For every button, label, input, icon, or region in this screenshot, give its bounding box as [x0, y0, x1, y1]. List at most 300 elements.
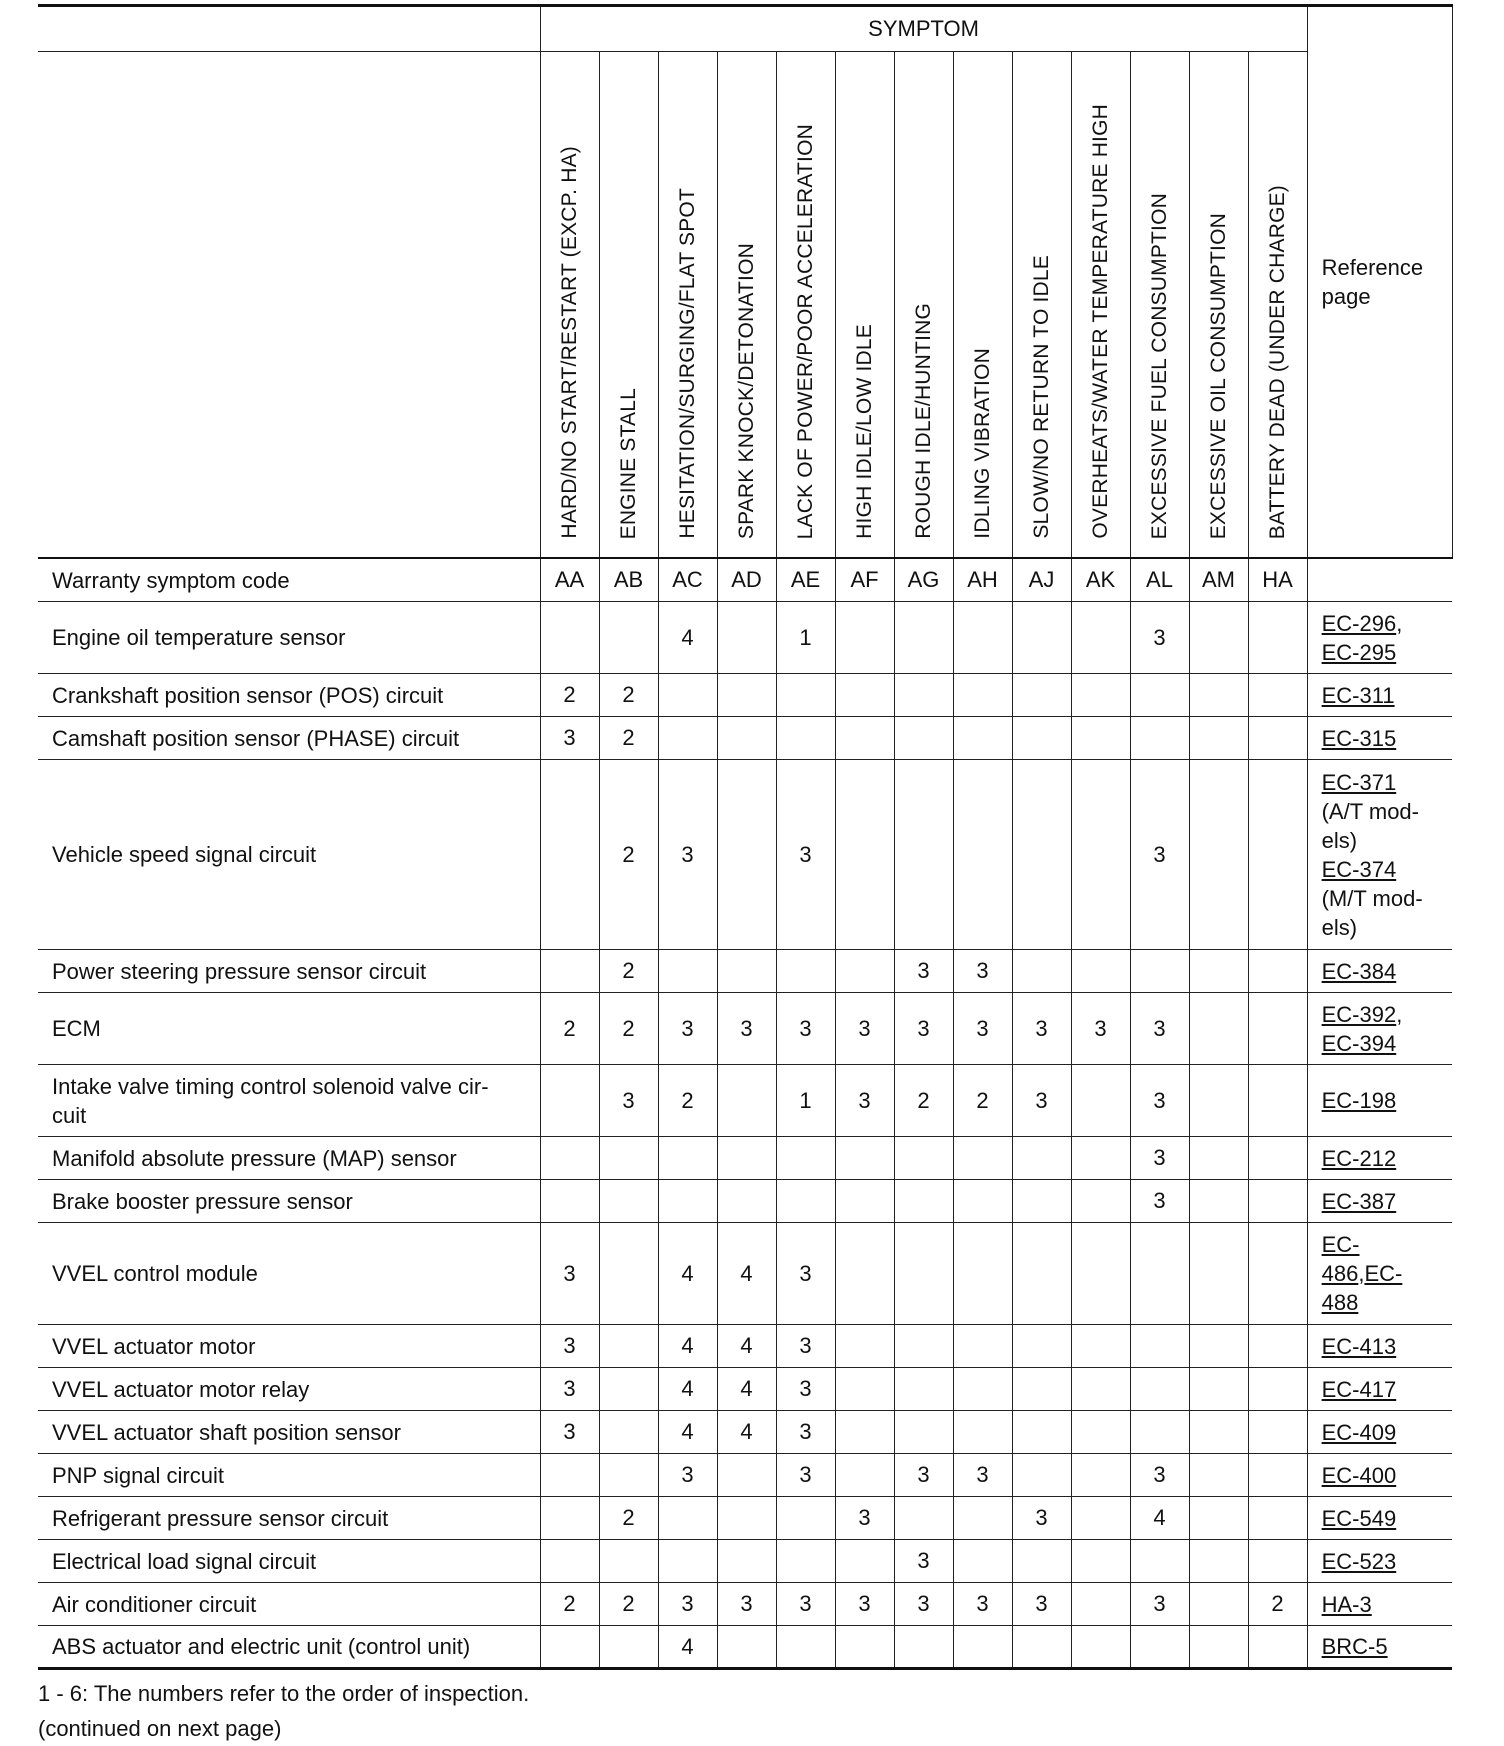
inspection-order-cell	[1248, 1368, 1307, 1411]
symptom-column-header	[894, 52, 953, 559]
inspection-order-cell	[835, 717, 894, 760]
inspection-order-cell	[1071, 1223, 1130, 1325]
reference-page-cell	[1307, 1583, 1452, 1626]
symptom-column-header	[599, 52, 658, 559]
warranty-code-cell: AL	[1130, 558, 1189, 602]
inspection-order-cell: 3	[1130, 602, 1189, 674]
inspection-order-cell	[1248, 1065, 1307, 1137]
inspection-order-cell: 2	[599, 993, 658, 1065]
inspection-order-cell: 3	[894, 950, 953, 993]
inspection-order-cell	[1189, 1223, 1248, 1325]
inspection-order-cell: 3	[776, 993, 835, 1065]
inspection-order-cell	[835, 674, 894, 717]
inspection-order-cell: 1	[776, 1065, 835, 1137]
inspection-order-cell	[835, 1368, 894, 1411]
table-row	[38, 674, 1452, 717]
inspection-order-cell	[776, 1137, 835, 1180]
inspection-order-cell	[1012, 1626, 1071, 1669]
reference-page-link[interactable]: EC-311	[1321, 682, 1395, 708]
inspection-order-cell: 4	[717, 1325, 776, 1368]
inspection-order-cell: 2	[1248, 1583, 1307, 1626]
reference-page-link[interactable]: EC-	[1364, 1261, 1403, 1286]
warranty-code-cell: AG	[894, 558, 953, 602]
inspection-order-cell: 3	[1130, 1583, 1189, 1626]
inspection-order-cell	[953, 1626, 1012, 1669]
symptom-column-label: HIGH IDLE/LOW IDLE	[852, 324, 876, 539]
warranty-code-cell: AE	[776, 558, 835, 602]
inspection-order-cell: 3	[599, 1065, 658, 1137]
inspection-order-cell	[658, 717, 717, 760]
inspection-order-cell	[1012, 1411, 1071, 1454]
reference-page-text: ,	[1396, 1001, 1403, 1027]
inspection-order-cell	[894, 602, 953, 674]
inspection-order-cell	[894, 1180, 953, 1223]
inspection-order-cell	[1189, 1411, 1248, 1454]
inspection-order-cell	[1189, 1497, 1248, 1540]
inspection-order-cell	[1071, 717, 1130, 760]
table-row	[38, 1540, 1452, 1583]
inspection-order-cell	[953, 1411, 1012, 1454]
footnote-continued: (continued on next page)	[38, 1716, 282, 1741]
inspection-order-cell: 4	[658, 1368, 717, 1411]
table-row	[38, 760, 1452, 950]
inspection-order-cell	[1189, 1325, 1248, 1368]
inspection-order-cell	[599, 1411, 658, 1454]
component-label: VVEL control module	[38, 1223, 540, 1325]
inspection-order-cell	[1189, 602, 1248, 674]
warranty-code-cell: AM	[1189, 558, 1248, 602]
symptom-table	[38, 4, 1453, 1670]
reference-page-link[interactable]: EC-392	[1321, 1001, 1397, 1027]
inspection-order-cell	[776, 1497, 835, 1540]
reference-page-link[interactable]: EC-387	[1321, 1188, 1397, 1214]
table-row	[38, 993, 1452, 1065]
inspection-order-cell	[835, 760, 894, 950]
inspection-order-cell	[1012, 1325, 1071, 1368]
inspection-order-cell	[1189, 717, 1248, 760]
reference-page-cell	[1307, 1540, 1452, 1583]
inspection-order-cell	[835, 950, 894, 993]
component-label: VVEL actuator shaft position sensor	[38, 1411, 540, 1454]
inspection-order-cell	[1189, 674, 1248, 717]
inspection-order-cell	[953, 1223, 1012, 1325]
inspection-order-cell	[599, 1540, 658, 1583]
inspection-order-cell: 3	[540, 717, 599, 760]
inspection-order-cell	[599, 1626, 658, 1669]
inspection-order-cell	[717, 1626, 776, 1669]
inspection-order-cell	[540, 1137, 599, 1180]
inspection-order-cell: 2	[540, 993, 599, 1065]
blank-corner-cell	[38, 6, 540, 52]
reference-page-link[interactable]: EC-295	[1321, 639, 1397, 665]
inspection-order-cell: 3	[540, 1223, 599, 1325]
warranty-code-cell: AJ	[1012, 558, 1071, 602]
inspection-order-cell	[1189, 760, 1248, 950]
reference-page-cell	[1307, 1137, 1452, 1180]
inspection-order-cell: 3	[776, 1325, 835, 1368]
inspection-order-cell	[835, 1626, 894, 1669]
inspection-order-cell	[1130, 1626, 1189, 1669]
inspection-order-cell	[1071, 1325, 1130, 1368]
table-row	[38, 1497, 1452, 1540]
component-label: Engine oil temperature sensor	[38, 602, 540, 674]
inspection-order-cell	[540, 1626, 599, 1669]
symptom-column-label: HARD/NO START/RESTART (EXCP. HA)	[557, 146, 581, 539]
table-row	[38, 1325, 1452, 1368]
inspection-order-cell	[540, 1540, 599, 1583]
component-label: ABS actuator and electric unit (control unit)	[38, 1626, 540, 1669]
reference-page-link[interactable]: EC-374	[1321, 856, 1397, 882]
inspection-order-cell	[894, 717, 953, 760]
reference-page-link[interactable]: EC-	[1321, 1232, 1360, 1257]
inspection-order-cell	[1189, 1583, 1248, 1626]
inspection-order-cell: 3	[1130, 1454, 1189, 1497]
inspection-order-cell	[1189, 1540, 1248, 1583]
inspection-order-cell	[1189, 1065, 1248, 1137]
inspection-order-cell	[1071, 674, 1130, 717]
inspection-order-cell	[1130, 950, 1189, 993]
inspection-order-cell: 3	[658, 760, 717, 950]
symptom-column-label: SPARK KNOCK/DETONATION	[734, 242, 758, 539]
component-label: Electrical load signal circuit	[38, 1540, 540, 1583]
inspection-order-cell	[1248, 674, 1307, 717]
inspection-order-cell: 3	[1130, 993, 1189, 1065]
inspection-order-cell: 4	[717, 1411, 776, 1454]
inspection-order-cell	[1071, 760, 1130, 950]
inspection-order-cell	[599, 1137, 658, 1180]
inspection-order-cell	[1189, 993, 1248, 1065]
symptom-column-header	[1012, 52, 1071, 559]
reference-page-link[interactable]: EC-409	[1321, 1419, 1397, 1445]
inspection-order-cell: 4	[658, 602, 717, 674]
component-label: Crankshaft position sensor (POS) circuit	[38, 674, 540, 717]
inspection-order-cell	[540, 602, 599, 674]
inspection-order-cell: 3	[540, 1411, 599, 1454]
inspection-order-cell	[1248, 717, 1307, 760]
reference-page-cell	[1307, 1626, 1452, 1669]
inspection-order-cell	[658, 674, 717, 717]
symptom-column-header	[1248, 52, 1307, 559]
symptom-column-label: OVERHEATS/WATER TEMPERATURE HIGH	[1088, 104, 1112, 539]
inspection-order-cell	[717, 674, 776, 717]
table-row	[38, 1583, 1452, 1626]
warranty-symptom-code-label: Warranty symptom code	[38, 558, 540, 602]
inspection-order-cell: 3	[894, 1454, 953, 1497]
symptom-column-header	[1071, 52, 1130, 559]
inspection-order-cell	[658, 1540, 717, 1583]
table-row	[38, 1065, 1452, 1137]
inspection-order-cell	[599, 1454, 658, 1497]
inspection-order-cell	[1071, 602, 1130, 674]
symptom-column-header	[717, 52, 776, 559]
reference-page-cell	[1307, 1411, 1452, 1454]
inspection-order-cell: 2	[599, 674, 658, 717]
inspection-order-cell: 1	[776, 602, 835, 674]
reference-page-header	[1307, 6, 1452, 559]
inspection-order-cell	[1071, 1626, 1130, 1669]
reference-page-link[interactable]: EC-212	[1321, 1145, 1397, 1171]
inspection-order-cell: 3	[953, 1583, 1012, 1626]
reference-page-link[interactable]: HA-3	[1321, 1591, 1372, 1617]
symptom-column-label: HESITATION/SURGING/FLAT SPOT	[675, 188, 699, 539]
inspection-order-cell: 2	[599, 1497, 658, 1540]
inspection-order-cell: 3	[717, 993, 776, 1065]
reference-page-link[interactable]: EC-384	[1321, 958, 1397, 984]
reference-page-cell	[1307, 1223, 1452, 1325]
reference-page-cell	[1307, 1325, 1452, 1368]
inspection-order-cell	[953, 1540, 1012, 1583]
inspection-order-cell	[1248, 1497, 1307, 1540]
table-row	[38, 1626, 1452, 1669]
table-row	[38, 1368, 1452, 1411]
inspection-order-cell: 3	[658, 1583, 717, 1626]
inspection-order-cell	[1248, 602, 1307, 674]
inspection-order-cell	[658, 1137, 717, 1180]
reference-page-cell	[1307, 1368, 1452, 1411]
inspection-order-cell	[953, 1137, 1012, 1180]
symptom-column-label: ENGINE STALL	[616, 387, 640, 539]
warranty-code-cell: AB	[599, 558, 658, 602]
inspection-order-cell	[1248, 1137, 1307, 1180]
reference-page-link[interactable]: BRC-5	[1321, 1634, 1388, 1659]
inspection-order-cell	[776, 1180, 835, 1223]
component-label: PNP signal circuit	[38, 1454, 540, 1497]
symptom-header: SYMPTOM	[540, 6, 1307, 52]
inspection-order-cell: 2	[894, 1065, 953, 1137]
component-label: Power steering pressure sensor circuit	[38, 950, 540, 993]
inspection-order-cell	[1130, 1368, 1189, 1411]
inspection-order-cell	[1248, 1180, 1307, 1223]
inspection-order-cell: 3	[894, 993, 953, 1065]
inspection-order-cell	[658, 1497, 717, 1540]
inspection-order-cell: 3	[1012, 1583, 1071, 1626]
inspection-order-cell	[1071, 1411, 1130, 1454]
inspection-order-cell: 4	[717, 1368, 776, 1411]
warranty-code-cell: AD	[717, 558, 776, 602]
inspection-order-cell	[717, 1137, 776, 1180]
inspection-order-cell	[1071, 1137, 1130, 1180]
inspection-order-cell	[658, 1180, 717, 1223]
symptom-column-header	[835, 52, 894, 559]
inspection-order-cell	[1012, 950, 1071, 993]
table-row	[38, 1454, 1452, 1497]
inspection-order-cell: 3	[540, 1325, 599, 1368]
component-label: Air conditioner circuit	[38, 1583, 540, 1626]
warranty-code-cell: AK	[1071, 558, 1130, 602]
inspection-order-cell	[1071, 1065, 1130, 1137]
symptom-column-header	[953, 52, 1012, 559]
inspection-order-cell: 4	[1130, 1497, 1189, 1540]
inspection-order-cell	[835, 1325, 894, 1368]
reference-page-link[interactable]: EC-413	[1321, 1333, 1397, 1359]
inspection-order-cell	[1189, 1626, 1248, 1669]
inspection-order-cell	[599, 602, 658, 674]
inspection-order-cell	[835, 602, 894, 674]
inspection-order-cell: 3	[835, 993, 894, 1065]
symptom-matrix-document	[38, 4, 1452, 1746]
reference-page-link[interactable]: EC-296	[1321, 610, 1397, 636]
warranty-code-cell: AA	[540, 558, 599, 602]
component-label: Brake booster pressure sensor	[38, 1180, 540, 1223]
inspection-order-cell	[1012, 1540, 1071, 1583]
inspection-order-cell: 2	[540, 1583, 599, 1626]
inspection-order-cell: 3	[894, 1540, 953, 1583]
inspection-order-cell	[1248, 1325, 1307, 1368]
inspection-order-cell: 3	[540, 1368, 599, 1411]
component-label: VVEL actuator motor	[38, 1325, 540, 1368]
symptom-column-label: LACK OF POWER/POOR ACCELERATION	[793, 123, 817, 539]
inspection-order-cell	[1189, 950, 1248, 993]
inspection-order-cell: 3	[953, 950, 1012, 993]
reference-page-link[interactable]: EC-315	[1321, 725, 1397, 751]
inspection-order-cell	[1071, 1180, 1130, 1223]
inspection-order-cell	[1012, 1454, 1071, 1497]
inspection-order-cell: 3	[1130, 1180, 1189, 1223]
inspection-order-cell	[658, 950, 717, 993]
inspection-order-cell: 4	[658, 1223, 717, 1325]
inspection-order-cell	[599, 1368, 658, 1411]
inspection-order-cell: 3	[835, 1497, 894, 1540]
inspection-order-cell	[776, 1626, 835, 1669]
symptom-column-label: ROUGH IDLE/HUNTING	[911, 303, 935, 539]
symptom-column-header	[540, 52, 599, 559]
reference-page-cell	[1307, 674, 1452, 717]
reference-page-link[interactable]: EC-371	[1321, 769, 1397, 795]
table-row	[38, 1180, 1452, 1223]
inspection-order-cell	[1130, 1325, 1189, 1368]
inspection-order-cell: 3	[953, 993, 1012, 1065]
inspection-order-cell: 3	[1130, 760, 1189, 950]
inspection-order-cell	[953, 1325, 1012, 1368]
inspection-order-cell	[953, 1497, 1012, 1540]
inspection-order-cell	[1189, 1137, 1248, 1180]
inspection-order-cell: 3	[835, 1583, 894, 1626]
component-label: ECM	[38, 993, 540, 1065]
reference-page-text: (A/T mod-	[1321, 798, 1419, 824]
inspection-order-cell	[540, 1065, 599, 1137]
inspection-order-cell	[894, 1137, 953, 1180]
symptom-column-header	[776, 52, 835, 559]
reference-page-text: els)	[1321, 827, 1358, 853]
inspection-order-cell	[1189, 1180, 1248, 1223]
reference-page-link[interactable]: EC-417	[1321, 1376, 1397, 1402]
inspection-order-cell	[1248, 950, 1307, 993]
reference-page-link[interactable]: EC-394	[1321, 1030, 1397, 1056]
inspection-order-cell	[776, 717, 835, 760]
table-row	[38, 1223, 1452, 1325]
component-label: VVEL actuator motor relay	[38, 1368, 540, 1411]
inspection-order-cell	[894, 674, 953, 717]
inspection-order-cell: 3	[835, 1065, 894, 1137]
reference-page-link[interactable]: 488	[1321, 1290, 1359, 1315]
reference-page-cell	[1307, 717, 1452, 760]
inspection-order-cell	[894, 760, 953, 950]
inspection-order-cell	[1248, 1540, 1307, 1583]
inspection-order-cell: 3	[1012, 1497, 1071, 1540]
inspection-order-cell	[540, 1180, 599, 1223]
inspection-order-cell	[717, 1065, 776, 1137]
inspection-order-cell: 2	[599, 950, 658, 993]
reference-page-cell	[1307, 993, 1452, 1065]
inspection-order-cell	[1012, 674, 1071, 717]
inspection-order-cell: 3	[776, 1411, 835, 1454]
inspection-order-cell: 3	[894, 1583, 953, 1626]
inspection-order-cell	[1012, 1137, 1071, 1180]
inspection-order-cell: 2	[658, 1065, 717, 1137]
inspection-order-cell: 3	[1012, 1065, 1071, 1137]
inspection-order-cell	[1189, 1454, 1248, 1497]
inspection-order-cell	[1012, 1223, 1071, 1325]
inspection-order-cell	[717, 717, 776, 760]
inspection-order-cell	[1071, 1454, 1130, 1497]
reference-page-link[interactable]: EC-523	[1321, 1548, 1397, 1574]
inspection-order-cell	[953, 1368, 1012, 1411]
inspection-order-cell	[540, 1497, 599, 1540]
inspection-order-cell: 3	[776, 1454, 835, 1497]
reference-page-link[interactable]: EC-549	[1321, 1505, 1397, 1531]
inspection-order-cell	[717, 1497, 776, 1540]
inspection-order-cell	[776, 1540, 835, 1583]
symptom-column-label: EXCESSIVE OIL CONSUMPTION	[1206, 212, 1230, 539]
reference-page-cell	[1307, 950, 1452, 993]
reference-page-text: (M/T mod-	[1321, 885, 1423, 911]
inspection-order-cell: 4	[717, 1223, 776, 1325]
inspection-order-cell	[1071, 1583, 1130, 1626]
inspection-order-cell	[953, 602, 1012, 674]
inspection-order-cell	[540, 760, 599, 950]
warranty-code-cell: AF	[835, 558, 894, 602]
inspection-order-cell	[894, 1626, 953, 1669]
inspection-order-cell	[953, 1180, 1012, 1223]
reference-page-text: els)	[1321, 914, 1358, 940]
inspection-order-cell	[1130, 674, 1189, 717]
inspection-order-cell	[717, 760, 776, 950]
reference-page-link[interactable]: EC-198	[1321, 1088, 1397, 1113]
component-label: Refrigerant pressure sensor circuit	[38, 1497, 540, 1540]
inspection-order-cell: 3	[717, 1583, 776, 1626]
reference-page-text: ,	[1358, 1261, 1365, 1286]
inspection-order-cell	[953, 674, 1012, 717]
inspection-order-cell	[717, 950, 776, 993]
inspection-order-cell: 3	[1071, 993, 1130, 1065]
reference-page-text: ,	[1396, 610, 1403, 636]
inspection-order-cell: 4	[658, 1411, 717, 1454]
inspection-order-cell	[1248, 1626, 1307, 1669]
warranty-code-ref-blank	[1307, 558, 1452, 602]
reference-page-link[interactable]: 486	[1321, 1261, 1359, 1286]
inspection-order-cell	[894, 1325, 953, 1368]
inspection-order-cell	[835, 1180, 894, 1223]
reference-page-cell	[1307, 1180, 1452, 1223]
inspection-order-cell	[894, 1223, 953, 1325]
inspection-order-cell: 3	[776, 760, 835, 950]
component-label: Manifold absolute pressure (MAP) sensor	[38, 1137, 540, 1180]
inspection-order-cell: 3	[1130, 1137, 1189, 1180]
reference-page-header-text: Reference page	[1321, 255, 1424, 309]
inspection-order-cell	[835, 1223, 894, 1325]
inspection-order-cell	[540, 1454, 599, 1497]
inspection-order-cell: 2	[540, 674, 599, 717]
footnote-order: 1 - 6: The numbers refer to the order of inspection.	[38, 1681, 530, 1706]
reference-page-cell	[1307, 1497, 1452, 1540]
inspection-order-cell	[1071, 1368, 1130, 1411]
inspection-order-cell	[717, 1180, 776, 1223]
reference-page-link[interactable]: EC-400	[1321, 1462, 1397, 1488]
component-label: Camshaft position sensor (PHASE) circuit	[38, 717, 540, 760]
table-row	[38, 1137, 1452, 1180]
symptom-column-header	[1189, 52, 1248, 559]
inspection-order-cell	[1189, 1368, 1248, 1411]
